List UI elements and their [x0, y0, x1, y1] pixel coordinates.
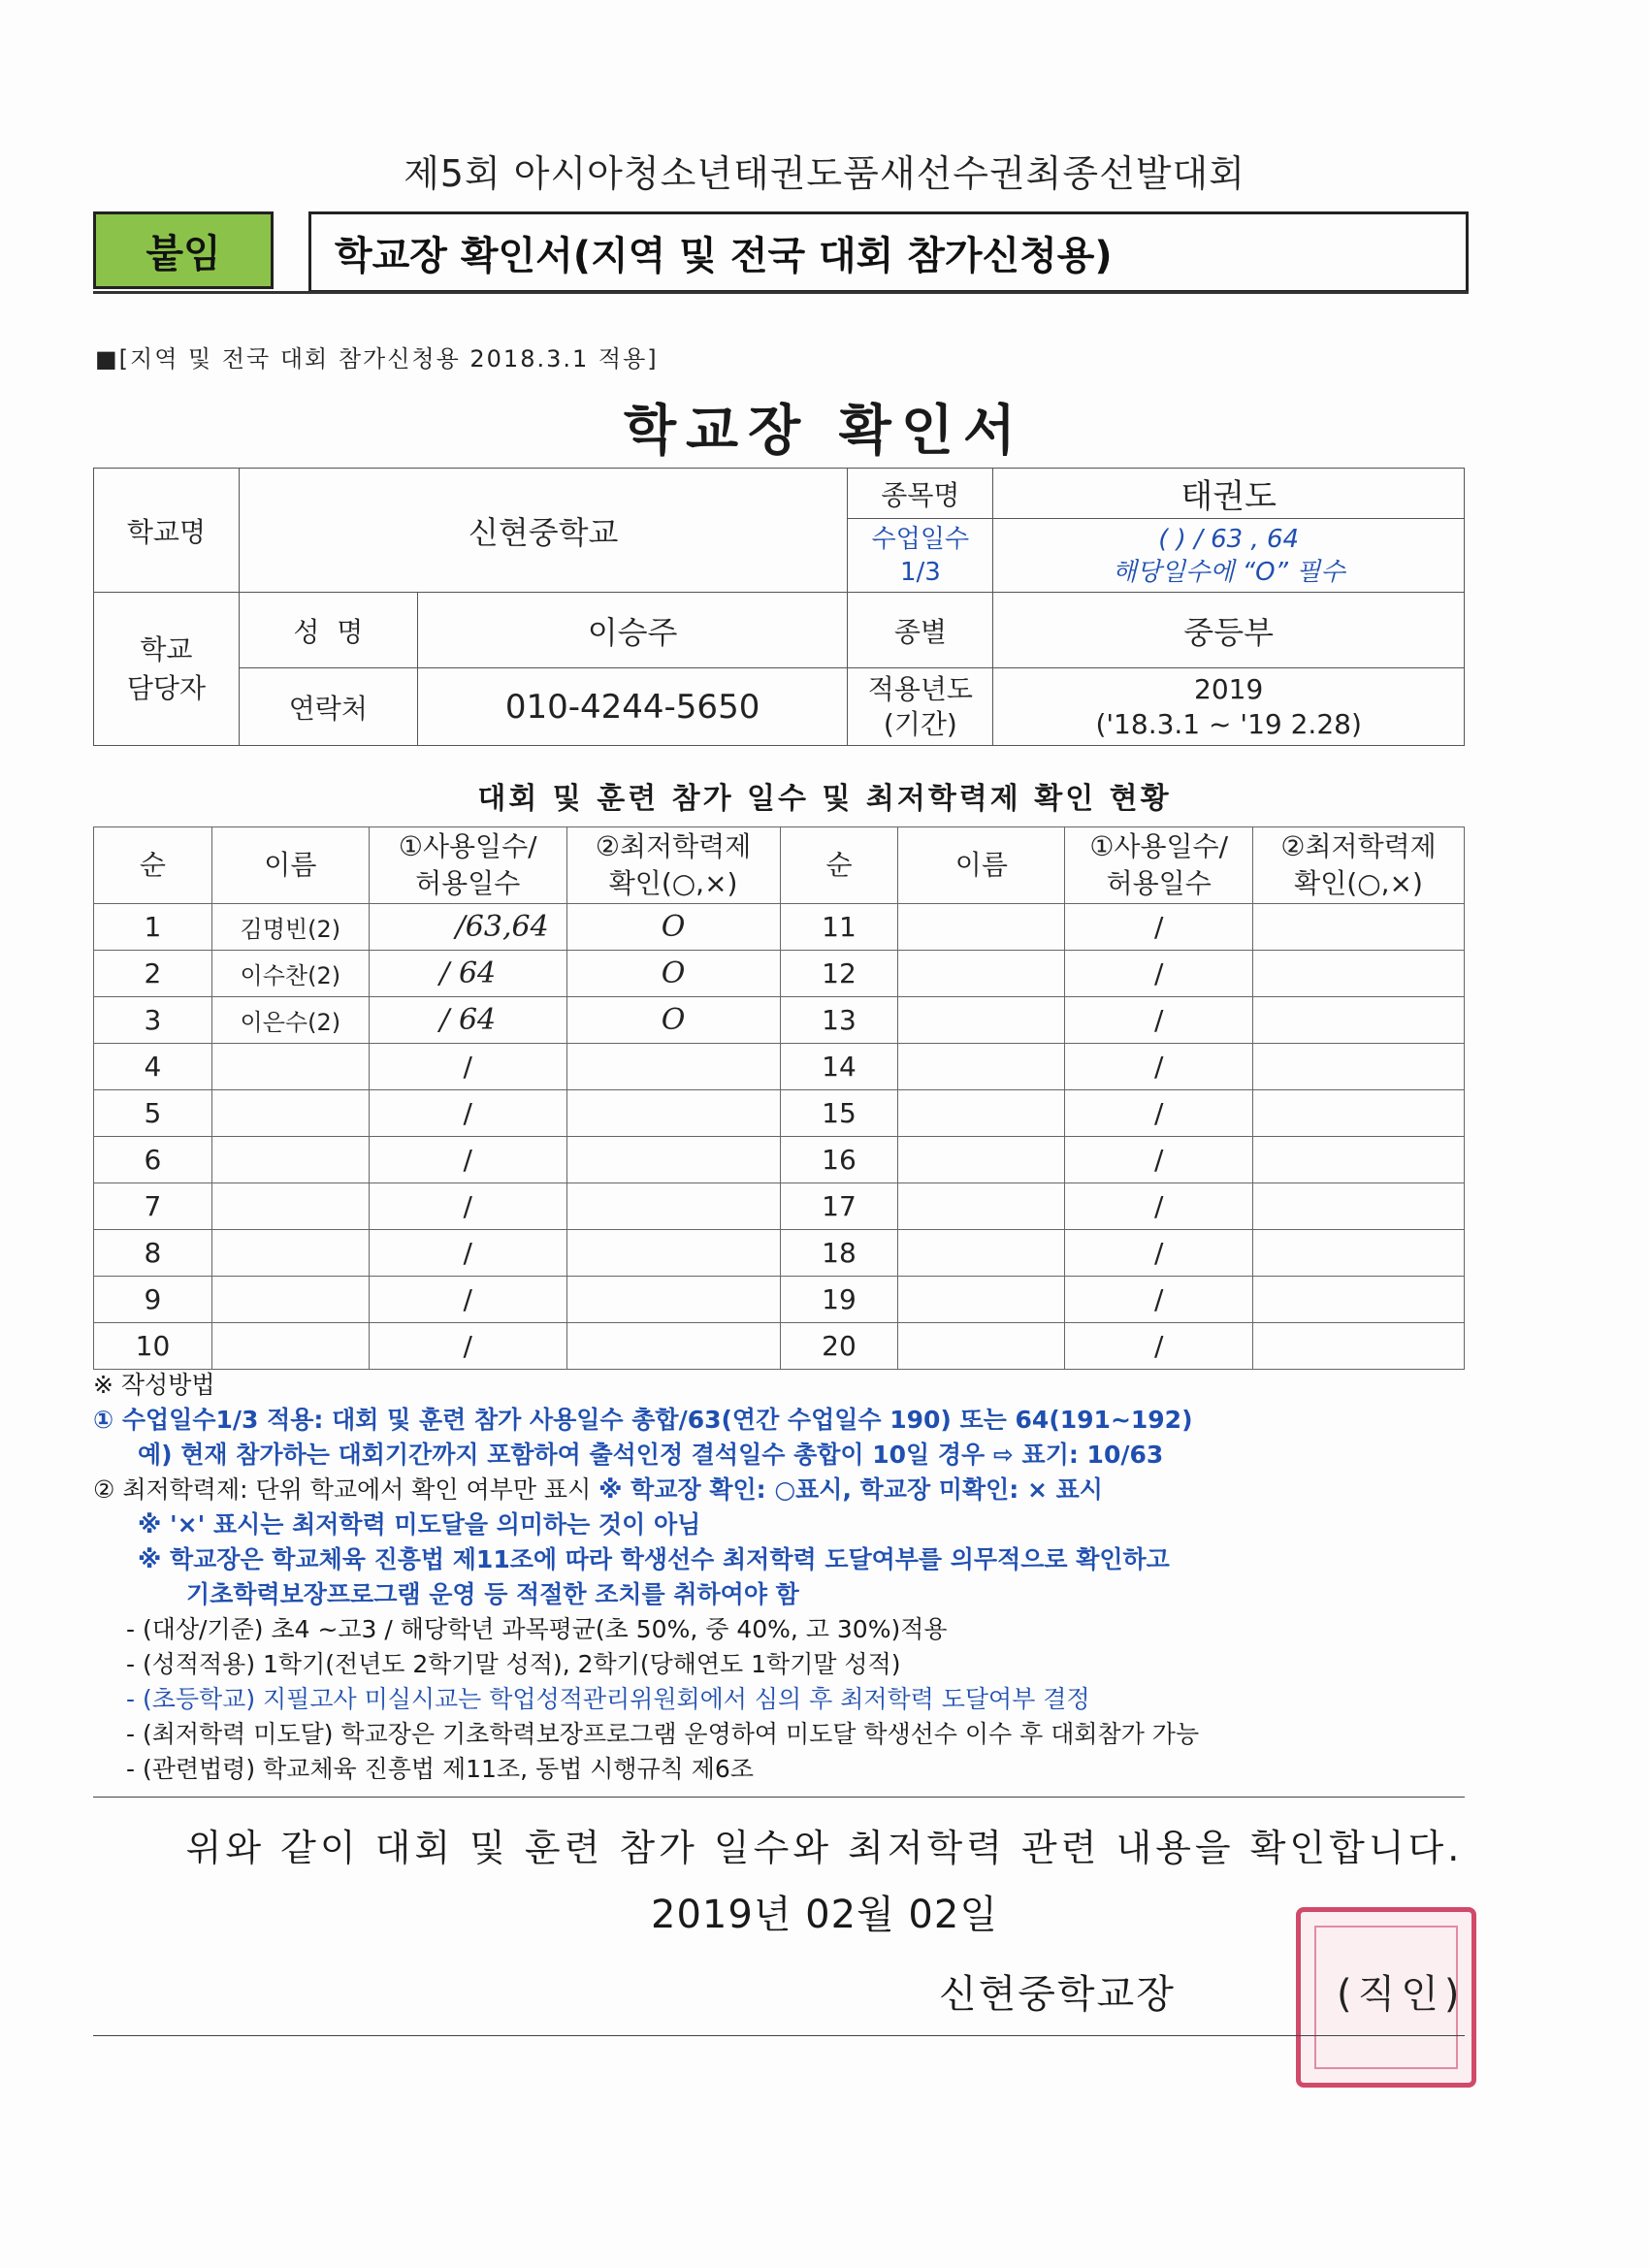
school-label: 학교명 [94, 469, 240, 593]
roster-header-days-1-right: ①사용일수/ [1089, 830, 1229, 862]
row-check [1253, 1044, 1465, 1090]
row-check [1253, 951, 1465, 997]
issue-date: 2019년 02월 02일 [651, 1893, 998, 1937]
class-days-value [993, 519, 1465, 593]
manager-label-2: 담당자 [126, 671, 207, 704]
name-value: 이승주 [417, 593, 848, 668]
row-days: / [1065, 1323, 1253, 1370]
roster-header-check-2: 확인(○,×) [608, 867, 738, 899]
row-name [898, 904, 1065, 951]
row-days: /63,64 [369, 904, 566, 951]
row-check: O [566, 904, 780, 951]
year-value [993, 668, 1465, 746]
table-row [94, 1090, 1465, 1137]
manager-label [94, 593, 240, 746]
row-days: / [369, 1230, 566, 1277]
note-3: ※ '×' 표시는 최저학력 미도달을 의미하는 것이 아님 [138, 1510, 701, 1539]
row-days: / [1065, 1044, 1253, 1090]
table-row [94, 951, 1465, 997]
row-no: 13 [780, 997, 898, 1044]
row-check [1253, 1090, 1465, 1137]
row-no: 15 [780, 1090, 898, 1137]
contact-value: 010-4244-5650 [417, 668, 848, 746]
roster-header-no: 순 [94, 827, 212, 904]
row-no: 8 [94, 1230, 212, 1277]
sub-note: ■[지역 및 전국 대회 참가신청용 2018.3.1 적용] [95, 345, 659, 373]
year-label-1: 적용년도 [867, 672, 973, 705]
row-check [566, 1183, 780, 1230]
row-name [211, 1137, 369, 1183]
row-name [898, 997, 1065, 1044]
row-name [211, 1323, 369, 1370]
table-row [94, 997, 1465, 1044]
detail-1: - (대상/기준) 초4 ~고3 / 해당학년 과목평균(초 50%, 중 40%, 고 30%)적용 [126, 1615, 948, 1643]
roster-header-check [566, 827, 780, 904]
roster-header-days [369, 827, 566, 904]
row-no: 1 [94, 904, 212, 951]
notes-heading: ※ 작성방법 [93, 1371, 215, 1399]
doc-title: 학교장 확인서 [623, 400, 1026, 463]
row-days: / [1065, 1137, 1253, 1183]
year-label [848, 668, 993, 746]
table-row [94, 1183, 1465, 1230]
row-no: 4 [94, 1044, 212, 1090]
row-no: 10 [94, 1323, 212, 1370]
roster-header-days-1: ①사용일수/ [398, 830, 537, 862]
attachment-badge: 붙임 [93, 211, 274, 289]
note-4a: ※ 학교장은 학교체육 진흥법 제11조에 따라 학생선수 최저학력 도달여부를 의무적으로 확인하고 [138, 1545, 1170, 1573]
table-row [94, 1277, 1465, 1323]
detail-5: - (관련법령) 학교체육 진흥법 제11조, 동법 시행규칙 제6조 [126, 1755, 754, 1783]
row-check [1253, 1183, 1465, 1230]
row-days: / [369, 1090, 566, 1137]
roster-header-no-right: 순 [780, 827, 898, 904]
table-row [94, 1230, 1465, 1277]
class-days-label-2: 1/3 [899, 557, 941, 587]
row-no: 17 [780, 1183, 898, 1230]
row-no: 19 [780, 1277, 898, 1323]
row-days: / [369, 1044, 566, 1090]
row-days: / [369, 1323, 566, 1370]
note-2-prefix: ② 최저학력제: 단위 학교에서 확인 여부만 표시 [93, 1475, 599, 1504]
divider-top [93, 1797, 1465, 1798]
info-table [93, 468, 1465, 746]
year-value-1: 2019 [1194, 672, 1264, 705]
row-check [566, 1137, 780, 1183]
header-title: 학교장 확인서(지역 및 전국 대회 참가신청용) [308, 211, 1469, 293]
table-row [94, 904, 1465, 951]
row-name [898, 1183, 1065, 1230]
row-name: 이수찬(2) [211, 951, 369, 997]
frame-top-line [93, 291, 1469, 294]
row-check [1253, 997, 1465, 1044]
roster-header-days-2: 허용일수 [415, 867, 521, 899]
roster-header-check-right [1253, 827, 1465, 904]
notes-section [93, 1368, 1471, 1787]
detail-4: - (최저학력 미도달) 학교장은 기초학력보장프로그램 운영하여 미도달 학생선수 이수 후 대회참가 가능 [126, 1720, 1200, 1748]
row-name: 김명빈(2) [211, 904, 369, 951]
row-check: O [566, 951, 780, 997]
class-days-value-2: 해당일수에 “O” 필수 [1112, 557, 1345, 587]
class-days-label-1: 수업일수 [871, 524, 970, 554]
note-2 [93, 1473, 1471, 1507]
roster-header-check-2-right: 확인(○,×) [1294, 867, 1423, 899]
class-days-value-1: ( ) / 63 , 64 [1158, 524, 1300, 554]
row-name [898, 1090, 1065, 1137]
row-days: / [369, 1183, 566, 1230]
row-check [566, 1044, 780, 1090]
table-row [94, 1044, 1465, 1090]
table-row [94, 1137, 1465, 1183]
row-no: 20 [780, 1323, 898, 1370]
note-2-blue: ※ 학교장 확인: ○표시, 학교장 미확인: × 표시 [598, 1475, 1103, 1504]
row-days: / [369, 1277, 566, 1323]
year-label-2: (기간) [883, 707, 957, 740]
row-name [211, 1090, 369, 1137]
row-check [566, 1323, 780, 1370]
section-title: 대회 및 훈련 참가 일수 및 최저학력제 확인 현황 [477, 782, 1172, 816]
row-name [898, 951, 1065, 997]
roster-table [93, 826, 1465, 1370]
detail-2: - (성적적용) 1학기(전년도 2학기말 성적), 2학기(당해연도 1학기말 성적) [126, 1650, 901, 1678]
detail-3 [93, 1682, 1471, 1717]
principal-name: 신현중학교장 [939, 1972, 1176, 2017]
confirm-statement: 위와 같이 대회 및 훈련 참가 일수와 최저학력 관련 내용을 확인합니다. [185, 1827, 1464, 1869]
row-name [898, 1323, 1065, 1370]
name-label: 성 명 [239, 593, 417, 668]
row-name: 이은수(2) [211, 997, 369, 1044]
roster-header-days-right [1065, 827, 1253, 904]
sport-label: 종목명 [848, 469, 993, 519]
row-check [566, 1090, 780, 1137]
row-days: / [1065, 1230, 1253, 1277]
row-name [898, 1277, 1065, 1323]
row-no: 9 [94, 1277, 212, 1323]
row-days: / [1065, 904, 1253, 951]
row-no: 11 [780, 904, 898, 951]
row-no: 3 [94, 997, 212, 1044]
table-row [94, 1323, 1465, 1370]
roster-header-check-1-right: ②최저학력제 [1280, 830, 1437, 862]
row-no: 18 [780, 1230, 898, 1277]
row-days: / [1065, 951, 1253, 997]
divider-bottom [93, 2035, 1465, 2036]
row-name [898, 1137, 1065, 1183]
row-check [1253, 1137, 1465, 1183]
row-no: 7 [94, 1183, 212, 1230]
row-check [1253, 1323, 1465, 1370]
row-days: / 64 [369, 951, 566, 997]
roster-header-name-right: 이름 [898, 827, 1065, 904]
school-value: 신현중학교 [239, 469, 848, 593]
row-no: 12 [780, 951, 898, 997]
row-days: / 64 [369, 997, 566, 1044]
contact-label: 연락처 [239, 668, 417, 746]
row-no: 16 [780, 1137, 898, 1183]
roster-header-days-2-right: 허용일수 [1106, 867, 1212, 899]
row-name [211, 1044, 369, 1090]
row-check: O [566, 997, 780, 1044]
row-days: / [369, 1137, 566, 1183]
row-days: / [1065, 997, 1253, 1044]
row-no: 5 [94, 1090, 212, 1137]
note-1b: 예) 현재 참가하는 대회기간까지 포함하여 출석인정 결석일수 총합이 10일 경우 ⇨ 표기: 10/63 [138, 1441, 1164, 1469]
row-no: 14 [780, 1044, 898, 1090]
row-check [1253, 904, 1465, 951]
row-name [211, 1183, 369, 1230]
seal-label: (직인) [1337, 1972, 1466, 2017]
row-days: / [1065, 1183, 1253, 1230]
year-value-2: ('18.3.1 ~ '19 2.28) [1095, 707, 1362, 740]
row-days: / [1065, 1277, 1253, 1323]
detail-3-text: - (초등학교) 지필고사 미실시교는 학업성적관리위원회에서 심의 후 최저학력 도달여부 결정 [126, 1685, 1090, 1713]
class-days-label [848, 519, 993, 593]
row-no: 2 [94, 951, 212, 997]
manager-label-1: 학교 [140, 632, 193, 665]
event-title: 제5회 아시아청소년태권도품새선수권최종선발대회 [404, 152, 1245, 195]
roster-header-check-1: ②최저학력제 [595, 830, 752, 862]
row-check [566, 1230, 780, 1277]
row-days: / [1065, 1090, 1253, 1137]
row-no: 6 [94, 1137, 212, 1183]
row-check [1253, 1277, 1465, 1323]
note-4b: 기초학력보장프로그램 운영 등 적절한 조치를 취하여야 함 [186, 1580, 799, 1608]
row-check [566, 1277, 780, 1323]
row-name [898, 1044, 1065, 1090]
row-name [211, 1277, 369, 1323]
row-name [898, 1230, 1065, 1277]
roster-header-name: 이름 [211, 827, 369, 904]
note-1a: ① 수업일수1/3 적용: 대회 및 훈련 참가 사용일수 총합/63(연간 수업일수 190) 또는 64(191~192) [93, 1406, 1193, 1434]
sport-value: 태권도 [993, 469, 1465, 519]
row-check [1253, 1230, 1465, 1277]
category-label: 종별 [848, 593, 993, 668]
row-name [211, 1230, 369, 1277]
category-value: 중등부 [993, 593, 1465, 668]
